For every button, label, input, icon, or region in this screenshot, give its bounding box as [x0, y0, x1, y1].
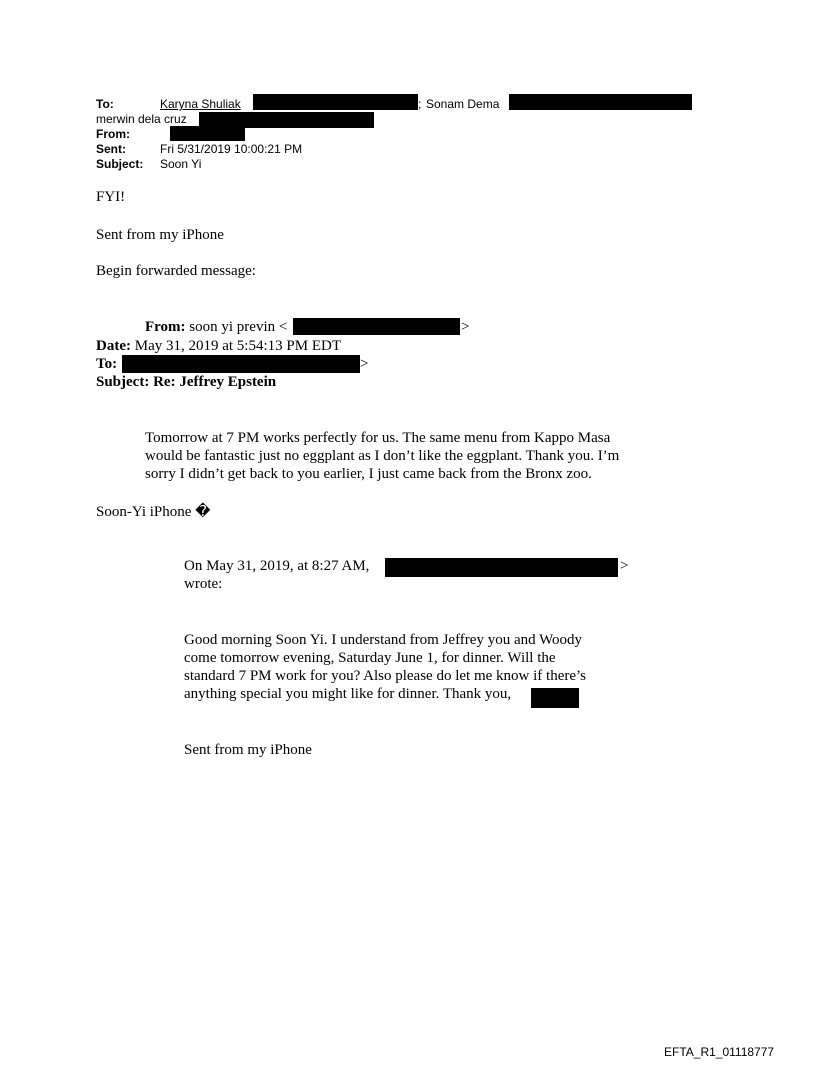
fwd-message-line: would be fantastic just no eggplant as I don’t like the eggplant. Thank you. I’m — [145, 448, 620, 464]
fwd-from-value: soon yi previn < — [189, 319, 288, 335]
body-sent-from: Sent from my iPhone — [96, 227, 224, 243]
body-begin-forwarded: Begin forwarded message: — [96, 263, 256, 279]
body-fyi: FYI! — [96, 189, 126, 205]
quoted-sent-from: Sent from my iPhone — [184, 742, 312, 758]
quoted-message-line: come tomorrow evening, Saturday June 1, for dinner. Will the — [184, 650, 556, 666]
fwd-date-value: May 31, 2019 at 5:54:13 PM EDT — [134, 338, 341, 354]
subject-value: Soon Yi — [160, 157, 202, 171]
quoted-intro: On May 31, 2019, at 8:27 AM, — [184, 558, 370, 574]
document-id: EFTA_R1_01118777 — [664, 1045, 775, 1059]
fwd-to-close: > — [360, 356, 369, 372]
quoted-intro-close: > — [620, 558, 629, 574]
quoted-wrote: wrote: — [184, 576, 223, 592]
recipient-separator: ; — [418, 97, 422, 111]
redaction-block — [293, 318, 460, 335]
fwd-subject-line — [96, 374, 276, 391]
redaction-block — [122, 355, 360, 373]
quoted-message-line: anything special you might like for dinner. Thank you, — [184, 686, 512, 702]
redaction-block — [253, 94, 418, 110]
fwd-subject-label: Subject: — [96, 374, 150, 390]
fwd-signature: Soon-Yi iPhone � — [96, 504, 211, 520]
fwd-from-label: From: — [145, 319, 186, 335]
sent-value: Fri 5/31/2019 10:00:21 PM — [160, 142, 303, 156]
to-label: To: — [96, 97, 114, 111]
sent-label: Sent: — [96, 142, 126, 156]
to-recipient-1: Karyna Shuliak — [160, 97, 241, 111]
fwd-to-label: To: — [96, 356, 118, 372]
fwd-from-close: > — [461, 319, 470, 335]
redaction-block — [509, 94, 692, 110]
redaction-block — [170, 126, 245, 141]
fwd-date-label: Date: — [96, 338, 131, 354]
fwd-subject-value: Re: Jeffrey Epstein — [153, 374, 277, 390]
fwd-from-line — [145, 319, 287, 336]
quoted-message-line: Good morning Soon Yi. I understand from Jeffrey you and Woody — [184, 632, 583, 648]
to-recipient-2: Sonam Dema — [426, 97, 500, 111]
fwd-message-line: sorry I didn’t get back to you earlier, I just came back from the Bronx zoo. — [145, 466, 592, 482]
subject-label: Subject: — [96, 157, 144, 171]
fwd-message-line: Tomorrow at 7 PM works perfectly for us. The same menu from Kappo Masa — [145, 430, 611, 446]
redaction-block — [531, 688, 579, 708]
quoted-message-line: standard 7 PM work for you? Also please do let me know if there’s — [184, 668, 587, 684]
redaction-block — [385, 558, 618, 577]
from-label: From: — [96, 127, 130, 141]
fwd-date-line — [96, 338, 341, 355]
to-recipient-3: merwin dela cruz — [96, 112, 187, 126]
